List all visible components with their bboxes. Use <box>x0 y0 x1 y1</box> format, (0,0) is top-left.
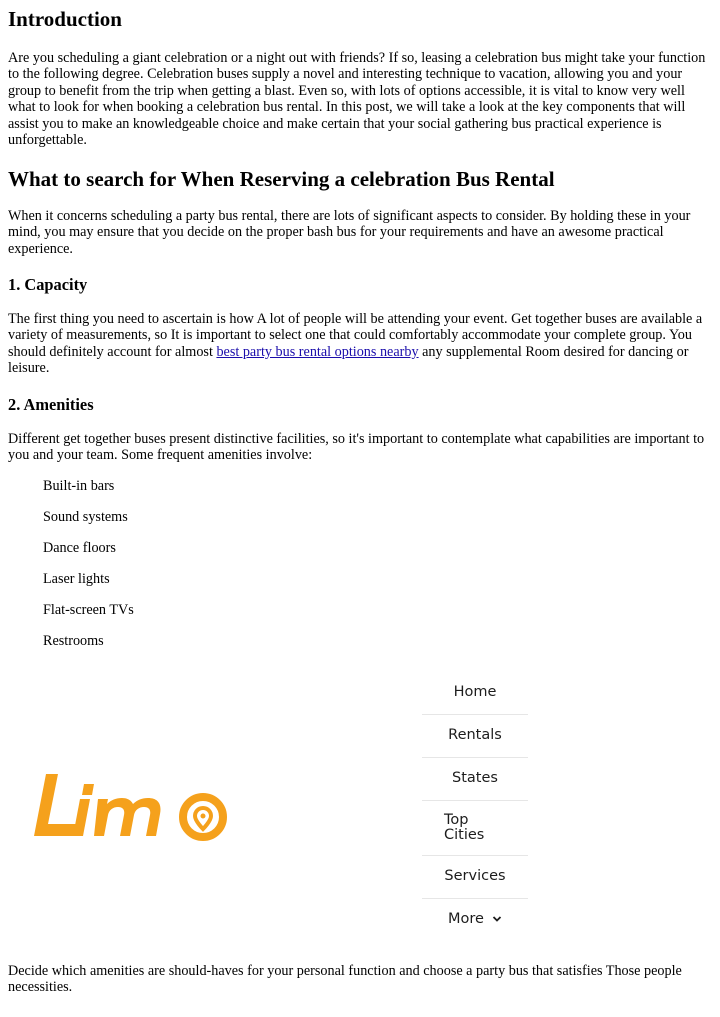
nav-more-label: More <box>448 911 484 927</box>
list-item: Sound systems <box>43 508 128 525</box>
what-to-search-heading: What to search for When Reserving a celebration Bus Rental <box>8 167 555 191</box>
nav-rentals[interactable]: Rentals <box>422 715 528 758</box>
intro-heading: Introduction <box>8 7 122 31</box>
capacity-text-after: any supplemental Room desired for dancing or leisure. <box>8 343 689 377</box>
list-item: Laser lights <box>43 570 110 587</box>
what-to-search-paragraph: When it concerns scheduling a party bus rental, there are lots of significant aspects to consider. By holding these in your mind, you may ensure that you decide on the proper bash bus for your requirements and have an awesome practical experience. <box>8 208 691 257</box>
list-item: Restrooms <box>43 632 104 649</box>
logo-text: Limo <box>32 770 35 771</box>
nav-top-cities-line2: Cities <box>444 826 485 843</box>
nav-top-cities[interactable] <box>422 801 528 856</box>
capacity-heading: 1. Capacity <box>8 275 88 294</box>
amenities-list <box>43 478 134 663</box>
intro-paragraph: Are you scheduling a giant celebration or a night out with friends? If so, leasing a celebration bus might take your function to the following degree. Celebration buses supply a novel and interesting technique to vacation, allowing you and your group to benefit from the trip when getting a blast. Even so, with lots of options accessible, it is vital to know very well what to look for when booking a celebration bus rental. In this post, we will take a look at the key components that will assist you to make an knowledgeable choice and make certain that your social gathering bus practical experience is unforgettable. <box>8 50 706 149</box>
limo-logo <box>32 770 242 842</box>
amenities-heading: 2. Amenities <box>8 395 94 414</box>
list-item: Dance floors <box>43 539 116 556</box>
nav-top-cities-line1: Top <box>444 812 469 828</box>
nav-home[interactable]: Home <box>422 672 528 715</box>
party-bus-rental-link[interactable]: best party bus rental options nearby <box>216 343 419 360</box>
amenities-paragraph: Different get together buses present distinctive facilities, so it's important to contemplate what capabilities are important to you and your team. Some frequent amenities involve: <box>8 431 705 464</box>
list-item: Flat-screen TVs <box>43 601 134 618</box>
capacity-paragraph <box>8 311 712 377</box>
nav-states[interactable]: States <box>422 758 528 801</box>
capacity-text-before: The first thing you need to ascertain is how A lot of people will be attending your event. Get together buses are available a variety of measurements, so It is important to select one that could comfortably accommodate your complete group. You should definitely account for almost <box>8 311 703 360</box>
list-item: Built-in bars <box>43 478 115 494</box>
chevron-down-icon <box>492 915 502 923</box>
nav-services[interactable]: Services <box>422 856 528 899</box>
site-nav <box>422 672 528 941</box>
decide-paragraph: Decide which amenities are should-haves for your personal function and choose a party bus that satisfies Those people necessities. <box>8 963 682 996</box>
nav-more[interactable] <box>422 899 528 941</box>
